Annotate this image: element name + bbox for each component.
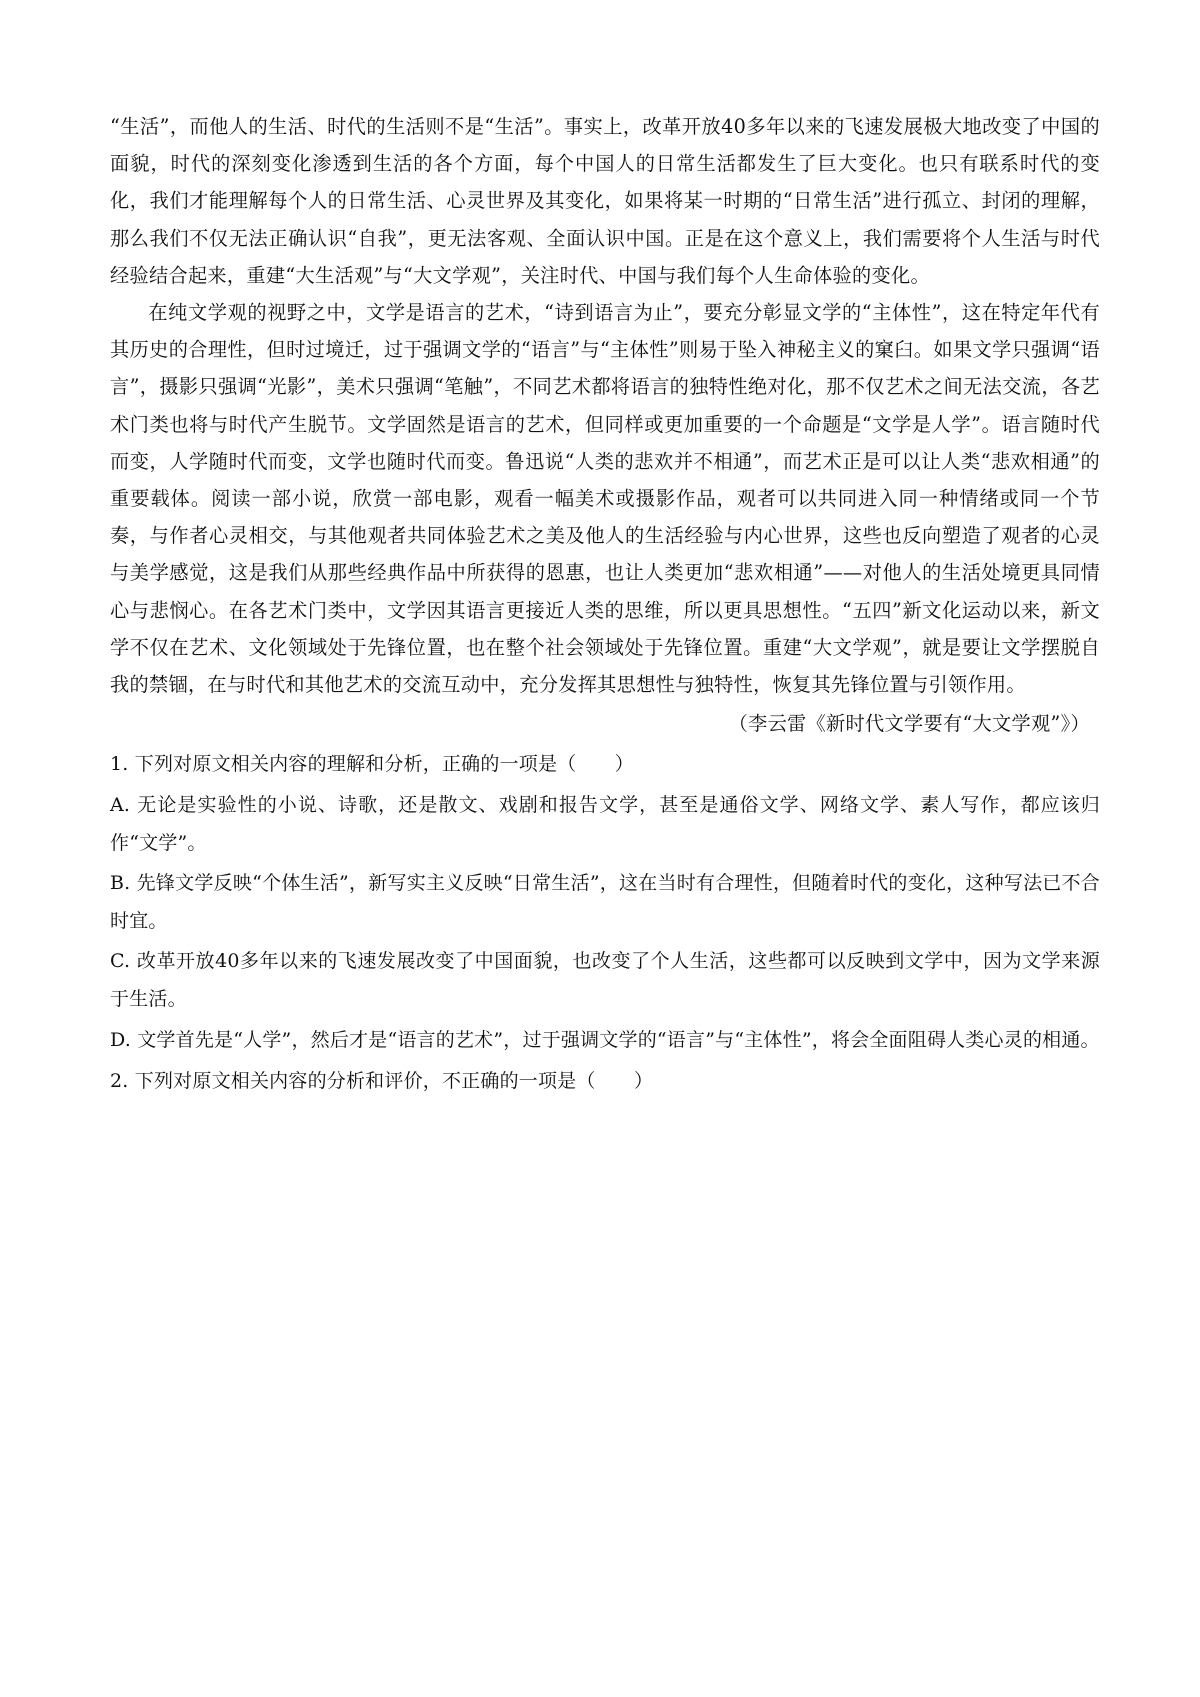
passage-source: （李云雷《新时代文学要有“大文学观”》） xyxy=(728,712,1090,736)
question-1-option-c: C. 改革开放40多年以来的飞速发展改变了中国面貌，也改变了个人生活，这些都可以反映到文学中，因为文学来源于生活。 xyxy=(110,950,1100,1011)
exam-page xyxy=(110,108,1100,1101)
question-1-option-b: B. 先锋文学反映“个体生活”，新写实主义反映“日常生活”，这在当时有合理性，但随着时代的变化，这种写法已不合时宜。 xyxy=(110,872,1100,932)
passage-paragraph-2: 在纯文学观的视野之中，文学是语言的艺术，“诗到语言为止”，要充分彰显文学的“主体性”，这在特定年代有其历史的合理性，但时过境迁，过于强调文学的“语言”与“主体性”则易于坠入神秘主义的窠臼。如果文学只强调“语言”，摄影只强调“光影”，美术只强调“笔触”，不同艺术都将语言的独特性绝对化，那不仅艺术之间无法交流，各艺术门类也将与时代产生脱节。文学固然是语言的艺术，但同样或更加重要的一个命题是“文学是人学”。语言随时代而变，人学随时代而变，文学也随时代而变。鲁迅说“人类的悲欢并不相通”，而艺术正是可以让人类“悲欢相通”的重要载体。阅读一部小说，欣赏一部电影，观看一幅美术或摄影作品，观者可以共同进入同一种情绪或同一个节奏，与作者心灵相交，与其他观者共同体验艺术之美及他人的生活经验与内心世界，这些也反向塑造了观者的心灵与美学感觉，这是我们从那些经典作品中所获得的恩惠，也让人类更加“悲欢相通”——对他人的生活处境更具同情心与悲悯心。在各艺术门类中，文学因其语言更接近人类的思维，所以更具思想性。“五四”新文化运动以来，新文学不仅在艺术、文化领域处于先锋位置，也在整个社会领域处于先锋位置。重建“大文学观”，就是要让文学摆脱自我的禁锢，在与时代和其他艺术的交流互动中，充分发挥其思想性与独特性，恢复其先锋位置与引领作用。 xyxy=(110,301,1100,697)
question-1-option-a: A. 无论是实验性的小说、诗歌，还是散文、戏剧和报告文学，甚至是通俗文学、网络文学、素人写作，都应该归作“文学”。 xyxy=(110,794,1100,854)
question-1-stem: 1. 下列对原文相关内容的理解和分析，正确的一项是（ ） xyxy=(110,753,634,776)
question-1-option-d: D. 文学首先是“人学”，然后才是“语言的艺术”，过于强调文学的“语言”与“主体性”，将会全面阻碍人类心灵的相通。 xyxy=(110,1028,1100,1051)
question-2-stem: 2. 下列对原文相关内容的分析和评价，不正确的一项是（ ） xyxy=(110,1070,654,1093)
passage-paragraph-1: “生活”，而他人的生活、时代的生活则不是“生活”。事实上，改革开放40多年以来的飞速发展极大地改变了中国的面貌，时代的深刻变化渗透到生活的各个方面，每个中国人的日常生活都发生了巨大变化。也只有联系时代的变化，我们才能理解每个人的日常生活、心灵世界及其变化，如果将某一时期的“日常生活”进行孤立、封闭的理解，那么我们不仅无法正确认识“自我”，更无法客观、全面认识中国。正是在这个意义上，我们需要将个人生活与时代经验结合起来，重建“大生活观”与“大文学观”，关注时代、中国与我们每个人生命体验的变化。 xyxy=(110,115,1100,287)
